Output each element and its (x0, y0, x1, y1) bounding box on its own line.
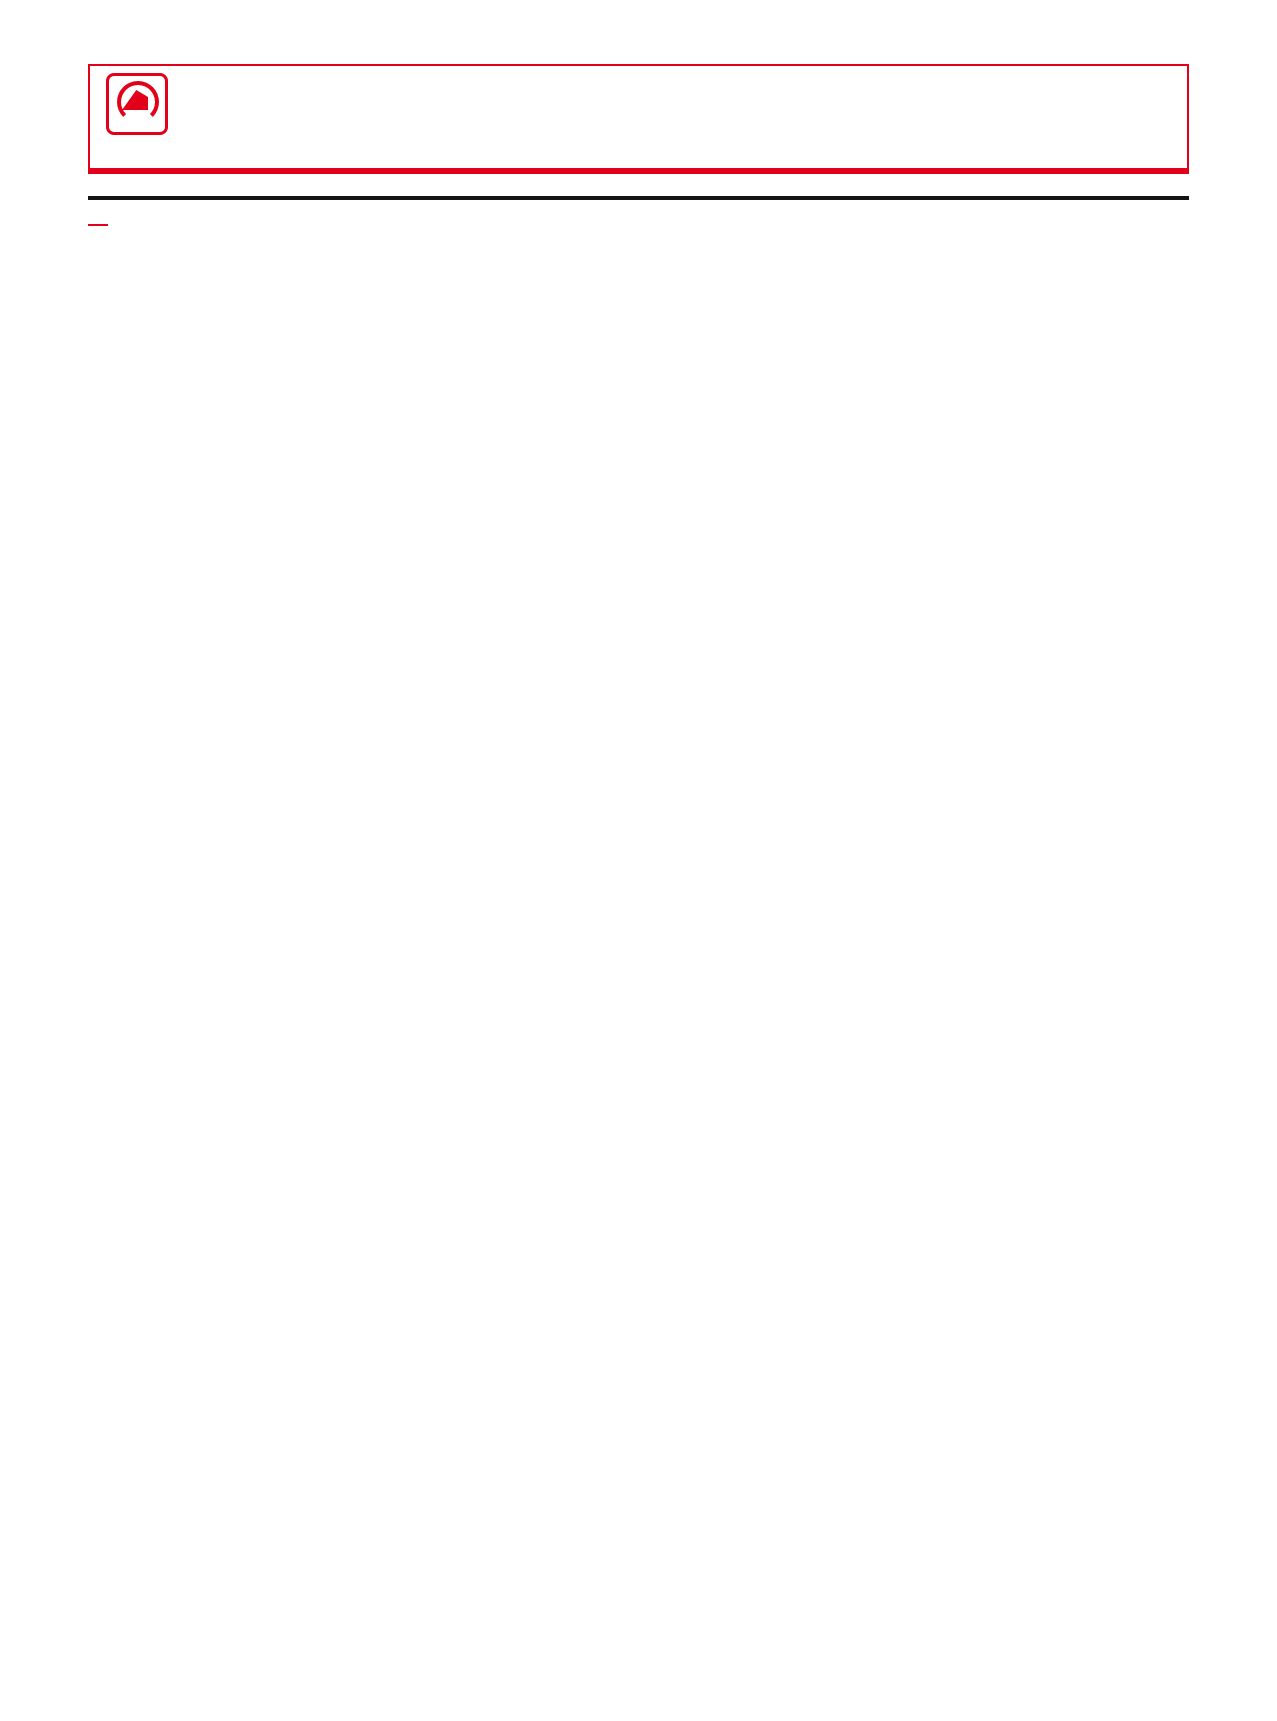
page-header (88, 64, 1189, 174)
brand-name (194, 95, 204, 140)
page-footer (88, 224, 1189, 226)
profile-row (88, 196, 1189, 200)
brand-logo (106, 73, 178, 161)
page-number-badge (88, 224, 108, 226)
profile-grid (88, 196, 1189, 200)
logo-mark-icon (106, 73, 168, 135)
document-titles (1169, 115, 1171, 120)
